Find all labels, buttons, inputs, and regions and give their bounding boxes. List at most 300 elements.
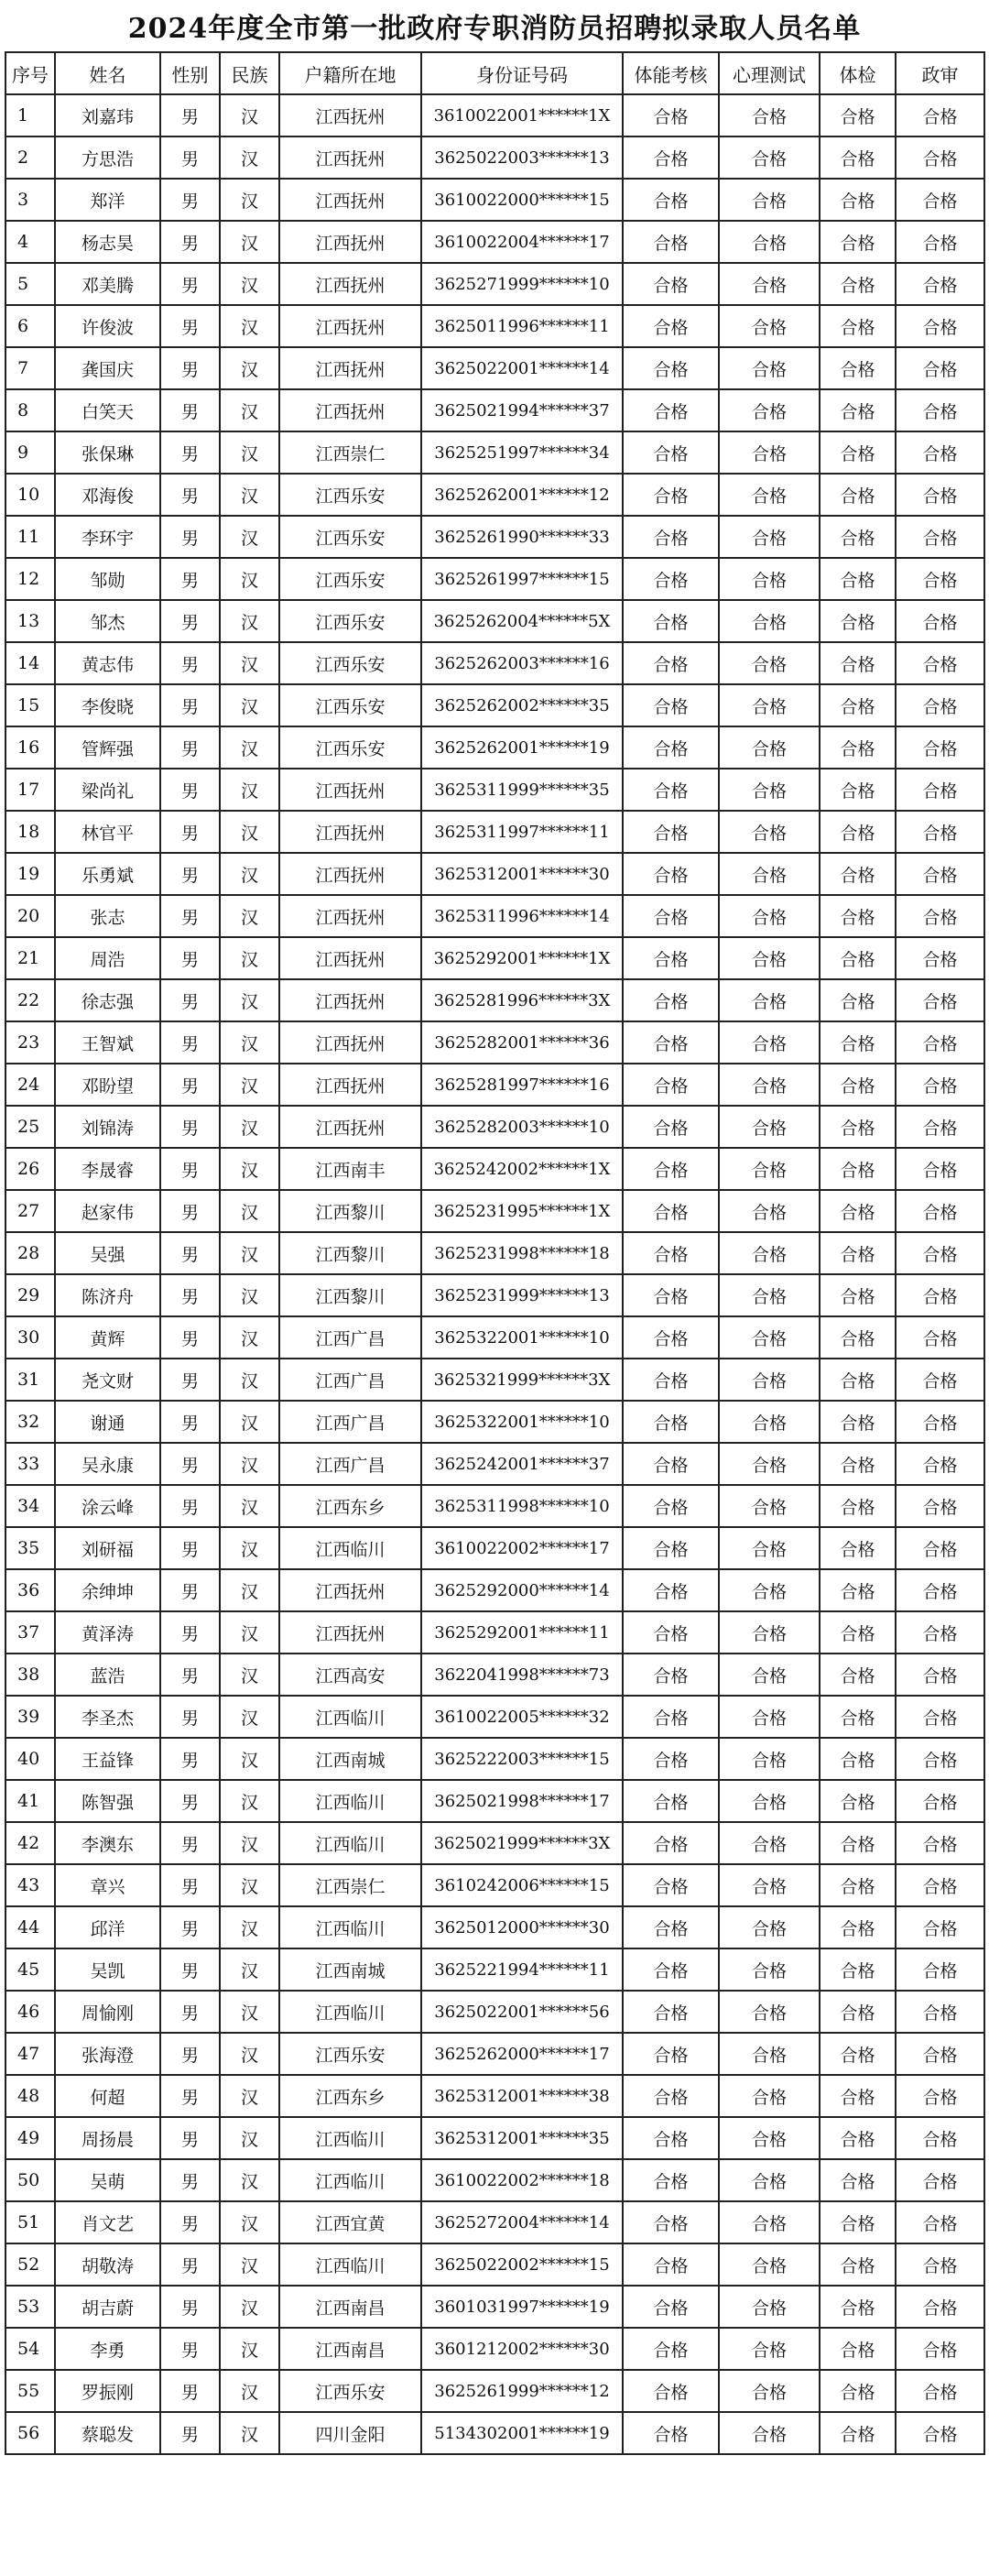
cell-gender: 男 [160,1527,220,1569]
cell-physical-test: 合格 [623,1738,719,1780]
cell-psych-test: 合格 [719,2033,820,2075]
cell-psych-test: 合格 [719,2243,820,2286]
cell-political-review: 合格 [896,1021,984,1064]
table-row [5,2243,984,2286]
cell-id-number: 3625251997******34 [421,431,623,474]
cell-political-review: 合格 [896,431,984,474]
cell-hometown: 江西乐安 [279,726,421,769]
table-row [5,516,984,558]
cell-hometown: 江西临川 [279,2159,421,2201]
cell-ethnicity: 汉 [220,1148,279,1190]
cell-psych-test: 合格 [719,1274,820,1316]
cell-name: 吴萌 [55,2159,160,2201]
cell-id-number: 3625282001******36 [421,1021,623,1064]
cell-hometown: 江西临川 [279,2117,421,2159]
cell-hometown: 江西乐安 [279,684,421,726]
cell-psych-test: 合格 [719,1443,820,1485]
cell-medical-exam: 合格 [820,2201,896,2243]
cell-political-review: 合格 [896,2243,984,2286]
cell-seq: 17 [5,769,55,811]
cell-name: 蔡聪发 [55,2412,160,2454]
cell-medical-exam: 合格 [820,1822,896,1864]
cell-gender: 男 [160,347,220,389]
cell-hometown: 江西抚州 [279,937,421,979]
cell-medical-exam: 合格 [820,389,896,431]
cell-medical-exam: 合格 [820,1232,896,1274]
cell-seq: 22 [5,979,55,1021]
cell-psych-test: 合格 [719,642,820,684]
cell-name: 杨志昊 [55,221,160,263]
cell-physical-test: 合格 [623,1527,719,1569]
cell-ethnicity: 汉 [220,2159,279,2201]
cell-political-review: 合格 [896,2033,984,2075]
cell-psych-test: 合格 [719,1021,820,1064]
cell-seq: 32 [5,1401,55,1443]
cell-name: 李俊晓 [55,684,160,726]
cell-medical-exam: 合格 [820,1274,896,1316]
cell-name: 吴凯 [55,1948,160,1991]
cell-physical-test: 合格 [623,263,719,305]
cell-hometown: 江西临川 [279,1906,421,1948]
table-row [5,1021,984,1064]
header-political-review: 政审 [896,52,984,94]
cell-political-review: 合格 [896,263,984,305]
cell-name: 周愉刚 [55,1991,160,2033]
cell-ethnicity: 汉 [220,2075,279,2117]
cell-political-review: 合格 [896,1485,984,1527]
cell-psych-test: 合格 [719,1611,820,1654]
cell-psych-test: 合格 [719,1316,820,1359]
cell-gender: 男 [160,2328,220,2370]
cell-ethnicity: 汉 [220,1443,279,1485]
cell-seq: 1 [5,94,55,136]
cell-physical-test: 合格 [623,1780,719,1822]
cell-name: 黄志伟 [55,642,160,684]
cell-political-review: 合格 [896,2117,984,2159]
cell-medical-exam: 合格 [820,600,896,642]
cell-physical-test: 合格 [623,853,719,895]
cell-ethnicity: 汉 [220,1738,279,1780]
cell-name: 王益锋 [55,1738,160,1780]
cell-psych-test: 合格 [719,853,820,895]
cell-hometown: 江西南昌 [279,2328,421,2370]
cell-psych-test: 合格 [719,1359,820,1401]
cell-id-number: 5134302001******19 [421,2412,623,2454]
cell-gender: 男 [160,1274,220,1316]
cell-seq: 40 [5,1738,55,1780]
cell-physical-test: 合格 [623,2201,719,2243]
cell-id-number: 3625021999******3X [421,1822,623,1864]
cell-psych-test: 合格 [719,726,820,769]
table-row [5,1906,984,1948]
cell-psych-test: 合格 [719,1148,820,1190]
cell-psych-test: 合格 [719,1864,820,1906]
table-row [5,431,984,474]
cell-ethnicity: 汉 [220,558,279,600]
cell-gender: 男 [160,1485,220,1527]
cell-gender: 男 [160,2243,220,2286]
cell-hometown: 江西乐安 [279,2370,421,2412]
cell-ethnicity: 汉 [220,2033,279,2075]
cell-name: 邱洋 [55,1906,160,1948]
cell-medical-exam: 合格 [820,1780,896,1822]
cell-medical-exam: 合格 [820,1190,896,1232]
cell-seq: 2 [5,136,55,179]
table-row [5,558,984,600]
cell-name: 张海澄 [55,2033,160,2075]
table-row [5,179,984,221]
cell-hometown: 江西抚州 [279,179,421,221]
cell-physical-test: 合格 [623,726,719,769]
cell-political-review: 合格 [896,769,984,811]
cell-id-number: 3625322001******10 [421,1401,623,1443]
cell-physical-test: 合格 [623,305,719,347]
cell-medical-exam: 合格 [820,895,896,937]
cell-political-review: 合格 [896,1190,984,1232]
cell-medical-exam: 合格 [820,2159,896,2201]
cell-political-review: 合格 [896,1569,984,1611]
cell-psych-test: 合格 [719,1485,820,1527]
cell-id-number: 3625311996******14 [421,895,623,937]
cell-name: 乐勇斌 [55,853,160,895]
cell-ethnicity: 汉 [220,2370,279,2412]
table-row [5,136,984,179]
cell-gender: 男 [160,1780,220,1822]
cell-id-number: 3625312001******30 [421,853,623,895]
cell-gender: 男 [160,1864,220,1906]
cell-gender: 男 [160,853,220,895]
cell-seq: 14 [5,642,55,684]
cell-seq: 49 [5,2117,55,2159]
cell-physical-test: 合格 [623,642,719,684]
cell-hometown: 江西乐安 [279,600,421,642]
cell-medical-exam: 合格 [820,347,896,389]
cell-medical-exam: 合格 [820,221,896,263]
table-row [5,811,984,853]
cell-id-number: 3625221994******11 [421,1948,623,1991]
cell-political-review: 合格 [896,2370,984,2412]
cell-gender: 男 [160,895,220,937]
cell-seq: 12 [5,558,55,600]
cell-seq: 48 [5,2075,55,2117]
cell-id-number: 3625242002******1X [421,1148,623,1190]
cell-name: 梁尚礼 [55,769,160,811]
cell-name: 陈智强 [55,1780,160,1822]
cell-ethnicity: 汉 [220,2328,279,2370]
cell-physical-test: 合格 [623,1822,719,1864]
cell-gender: 男 [160,2370,220,2412]
cell-political-review: 合格 [896,1232,984,1274]
cell-psych-test: 合格 [719,979,820,1021]
cell-id-number: 3610022000******15 [421,179,623,221]
cell-political-review: 合格 [896,2075,984,2117]
cell-id-number: 3625292001******11 [421,1611,623,1654]
cell-name: 邹勋 [55,558,160,600]
cell-ethnicity: 汉 [220,1274,279,1316]
cell-psych-test: 合格 [719,1738,820,1780]
cell-hometown: 江西乐安 [279,516,421,558]
cell-name: 蓝浩 [55,1654,160,1696]
cell-seq: 8 [5,389,55,431]
cell-gender: 男 [160,1822,220,1864]
cell-medical-exam: 合格 [820,1359,896,1401]
cell-physical-test: 合格 [623,2286,719,2328]
cell-psych-test: 合格 [719,2075,820,2117]
cell-political-review: 合格 [896,558,984,600]
cell-physical-test: 合格 [623,1485,719,1527]
cell-gender: 男 [160,558,220,600]
cell-political-review: 合格 [896,347,984,389]
cell-name: 吴强 [55,1232,160,1274]
cell-hometown: 江西抚州 [279,1064,421,1106]
cell-physical-test: 合格 [623,1864,719,1906]
table-row [5,1569,984,1611]
cell-name: 龚国庆 [55,347,160,389]
cell-political-review: 合格 [896,853,984,895]
cell-ethnicity: 汉 [220,1359,279,1401]
table-row [5,305,984,347]
cell-seq: 52 [5,2243,55,2286]
cell-seq: 6 [5,305,55,347]
cell-seq: 56 [5,2412,55,2454]
cell-psych-test: 合格 [719,389,820,431]
cell-political-review: 合格 [896,642,984,684]
cell-physical-test: 合格 [623,1106,719,1148]
cell-political-review: 合格 [896,1401,984,1443]
header-seq: 序号 [5,52,55,94]
cell-hometown: 江西乐安 [279,642,421,684]
cell-medical-exam: 合格 [820,642,896,684]
cell-id-number: 3625022001******14 [421,347,623,389]
table-row [5,2370,984,2412]
cell-name: 胡敬涛 [55,2243,160,2286]
cell-medical-exam: 合格 [820,1021,896,1064]
cell-seq: 7 [5,347,55,389]
cell-name: 李澳东 [55,1822,160,1864]
cell-hometown: 江西黎川 [279,1274,421,1316]
cell-physical-test: 合格 [623,558,719,600]
cell-political-review: 合格 [896,2201,984,2243]
table-row [5,600,984,642]
cell-gender: 男 [160,474,220,516]
table-row [5,1527,984,1569]
cell-hometown: 江西临川 [279,1527,421,1569]
cell-medical-exam: 合格 [820,1316,896,1359]
cell-seq: 37 [5,1611,55,1654]
cell-ethnicity: 汉 [220,1611,279,1654]
cell-hometown: 江西南丰 [279,1148,421,1190]
cell-gender: 男 [160,431,220,474]
cell-physical-test: 合格 [623,431,719,474]
cell-id-number: 3625262003******16 [421,642,623,684]
header-hometown: 户籍所在地 [279,52,421,94]
cell-hometown: 江西临川 [279,1991,421,2033]
cell-physical-test: 合格 [623,1359,719,1401]
cell-gender: 男 [160,1654,220,1696]
cell-name: 赵家伟 [55,1190,160,1232]
cell-ethnicity: 汉 [220,389,279,431]
cell-gender: 男 [160,221,220,263]
cell-political-review: 合格 [896,516,984,558]
cell-id-number: 3625022002******15 [421,2243,623,2286]
table-row [5,642,984,684]
cell-ethnicity: 汉 [220,221,279,263]
cell-seq: 15 [5,684,55,726]
cell-name: 尧文财 [55,1359,160,1401]
cell-gender: 男 [160,1569,220,1611]
cell-name: 刘嘉玮 [55,94,160,136]
cell-ethnicity: 汉 [220,1190,279,1232]
cell-physical-test: 合格 [623,1064,719,1106]
table-row [5,221,984,263]
cell-ethnicity: 汉 [220,263,279,305]
cell-name: 胡吉蔚 [55,2286,160,2328]
cell-seq: 21 [5,937,55,979]
cell-psych-test: 合格 [719,2159,820,2201]
cell-physical-test: 合格 [623,1274,719,1316]
cell-political-review: 合格 [896,811,984,853]
cell-medical-exam: 合格 [820,853,896,895]
table-row [5,474,984,516]
cell-id-number: 3625242001******37 [421,1443,623,1485]
cell-id-number: 3610022001******1X [421,94,623,136]
cell-name: 黄辉 [55,1316,160,1359]
cell-name: 郑洋 [55,179,160,221]
cell-hometown: 江西乐安 [279,474,421,516]
cell-hometown: 江西抚州 [279,305,421,347]
cell-seq: 55 [5,2370,55,2412]
table-header-row [5,52,984,94]
cell-seq: 26 [5,1148,55,1190]
cell-medical-exam: 合格 [820,726,896,769]
cell-medical-exam: 合格 [820,811,896,853]
cell-ethnicity: 汉 [220,1106,279,1148]
cell-gender: 男 [160,2075,220,2117]
cell-id-number: 3601031997******19 [421,2286,623,2328]
cell-gender: 男 [160,1148,220,1190]
cell-seq: 39 [5,1696,55,1738]
cell-political-review: 合格 [896,1780,984,1822]
table-row [5,347,984,389]
cell-political-review: 合格 [896,474,984,516]
table-row [5,1190,984,1232]
cell-name: 周浩 [55,937,160,979]
cell-psych-test: 合格 [719,1064,820,1106]
cell-physical-test: 合格 [623,1232,719,1274]
cell-ethnicity: 汉 [220,516,279,558]
header-physical-test: 体能考核 [623,52,719,94]
table-row [5,1232,984,1274]
cell-physical-test: 合格 [623,2328,719,2370]
cell-gender: 男 [160,979,220,1021]
cell-id-number: 3625222003******15 [421,1738,623,1780]
cell-gender: 男 [160,1991,220,2033]
cell-hometown: 江西南城 [279,1738,421,1780]
cell-name: 罗振刚 [55,2370,160,2412]
cell-seq: 5 [5,263,55,305]
cell-psych-test: 合格 [719,305,820,347]
cell-political-review: 合格 [896,726,984,769]
table-row [5,853,984,895]
cell-id-number: 3625022001******56 [421,1991,623,2033]
cell-ethnicity: 汉 [220,979,279,1021]
cell-id-number: 3625262002******35 [421,684,623,726]
cell-physical-test: 合格 [623,516,719,558]
cell-ethnicity: 汉 [220,600,279,642]
cell-gender: 男 [160,642,220,684]
cell-seq: 9 [5,431,55,474]
cell-id-number: 3625321999******3X [421,1359,623,1401]
cell-name: 徐志强 [55,979,160,1021]
table-row [5,2328,984,2370]
cell-id-number: 3625282003******10 [421,1106,623,1148]
cell-physical-test: 合格 [623,811,719,853]
cell-gender: 男 [160,2412,220,2454]
cell-gender: 男 [160,1906,220,1948]
cell-ethnicity: 汉 [220,179,279,221]
cell-gender: 男 [160,937,220,979]
cell-name: 吴永康 [55,1443,160,1485]
cell-political-review: 合格 [896,2159,984,2201]
header-psych-test: 心理测试 [719,52,820,94]
cell-seq: 54 [5,2328,55,2370]
cell-ethnicity: 汉 [220,2286,279,2328]
cell-seq: 45 [5,1948,55,1991]
cell-ethnicity: 汉 [220,811,279,853]
cell-seq: 24 [5,1064,55,1106]
cell-psych-test: 合格 [719,811,820,853]
cell-psych-test: 合格 [719,221,820,263]
cell-psych-test: 合格 [719,1569,820,1611]
table-row [5,1654,984,1696]
cell-ethnicity: 汉 [220,769,279,811]
cell-political-review: 合格 [896,1738,984,1780]
cell-id-number: 3625292001******1X [421,937,623,979]
cell-gender: 男 [160,684,220,726]
cell-id-number: 3625311997******11 [421,811,623,853]
cell-political-review: 合格 [896,1654,984,1696]
cell-physical-test: 合格 [623,1654,719,1696]
cell-gender: 男 [160,1359,220,1401]
cell-medical-exam: 合格 [820,2033,896,2075]
cell-psych-test: 合格 [719,2201,820,2243]
cell-gender: 男 [160,1443,220,1485]
cell-psych-test: 合格 [719,684,820,726]
cell-ethnicity: 汉 [220,1401,279,1443]
cell-psych-test: 合格 [719,558,820,600]
cell-psych-test: 合格 [719,136,820,179]
cell-medical-exam: 合格 [820,1991,896,2033]
cell-political-review: 合格 [896,136,984,179]
cell-name: 黄泽涛 [55,1611,160,1654]
cell-medical-exam: 合格 [820,2286,896,2328]
cell-hometown: 江西抚州 [279,1569,421,1611]
cell-political-review: 合格 [896,1316,984,1359]
cell-medical-exam: 合格 [820,1401,896,1443]
cell-psych-test: 合格 [719,937,820,979]
cell-medical-exam: 合格 [820,1148,896,1190]
cell-seq: 33 [5,1443,55,1485]
cell-psych-test: 合格 [719,1106,820,1148]
cell-ethnicity: 汉 [220,305,279,347]
cell-psych-test: 合格 [719,2328,820,2370]
cell-seq: 29 [5,1274,55,1316]
cell-id-number: 3625281997******16 [421,1064,623,1106]
cell-seq: 19 [5,853,55,895]
cell-medical-exam: 合格 [820,1485,896,1527]
cell-gender: 男 [160,179,220,221]
cell-physical-test: 合格 [623,474,719,516]
